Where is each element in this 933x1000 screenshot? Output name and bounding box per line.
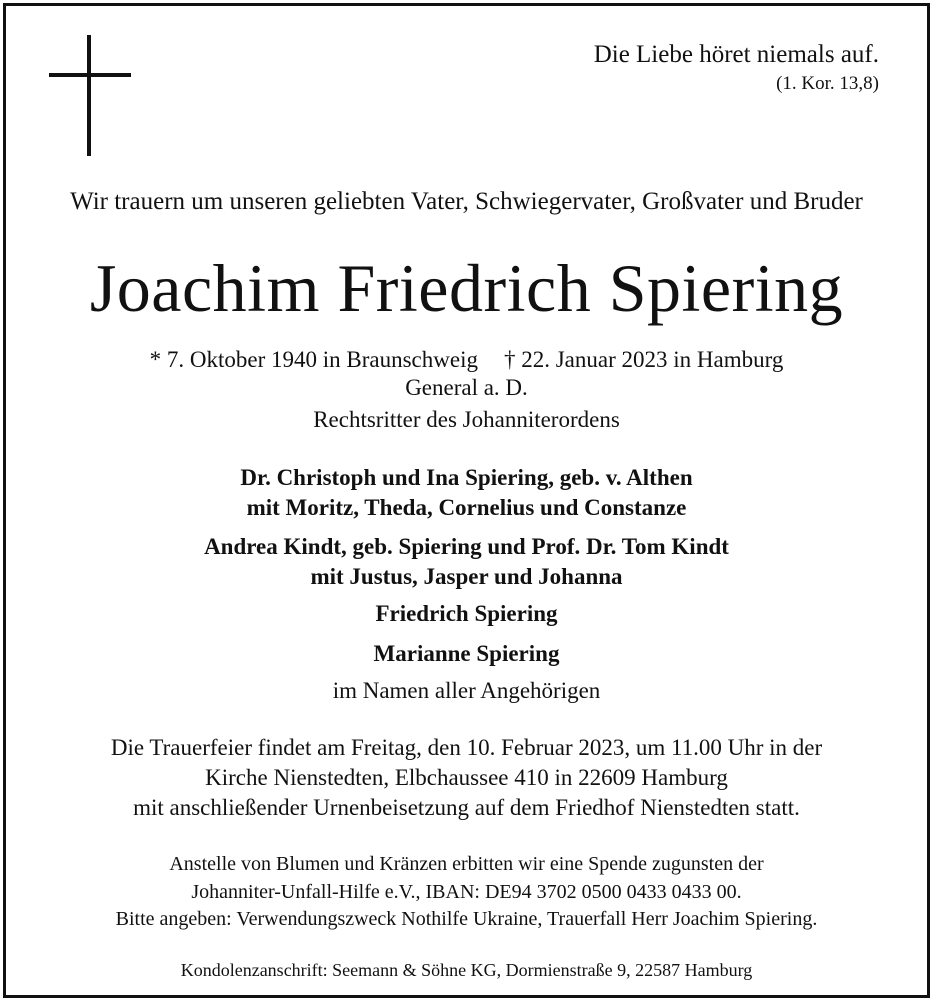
- donation-info-line: Johanniter-Unfall-Hilfe e.V., IBAN: DE94 3702 0500 0433 0433 00.: [191, 881, 742, 903]
- donation-info-line: Bitte angeben: Verwendungszweck Nothilfe Ukraine, Trauerfall Herr Joachim Spiering.: [115, 908, 818, 930]
- bible-quote: [594, 40, 879, 96]
- service-info-line: mit anschließender Urnenbeisetzung auf dem Friedhof Nienstedten statt.: [133, 795, 800, 820]
- family-line: Friedrich Spiering: [375, 601, 558, 626]
- family-line: Marianne Spiering: [373, 641, 560, 666]
- life-dates: [0, 346, 933, 374]
- order-membership: Rechtsritter des Johanniterordens: [313, 407, 620, 432]
- family-line: mit Justus, Jasper und Johanna: [310, 564, 623, 589]
- service-info-line: Kirche Nienstedten, Elbchaussee 410 in 22609 Hamburg: [205, 765, 728, 790]
- quote-text: Die Liebe höret niemals auf.: [593, 41, 879, 68]
- deceased-name: Joachim Friedrich Spiering: [89, 250, 844, 326]
- family-line: Dr. Christoph und Ina Spiering, geb. v. Althen: [240, 465, 693, 490]
- birth-date: * 7. Oktober 1940 in Braunschweig: [149, 347, 478, 372]
- service-info-line: Die Trauerfeier findet am Freitag, den 10. Februar 2023, um 11.00 Uhr in der: [110, 735, 823, 760]
- cross-icon: [49, 35, 131, 156]
- family-line: mit Moritz, Theda, Cornelius und Constanze: [246, 495, 687, 520]
- on-behalf-text: im Namen aller Angehörigen: [332, 678, 601, 703]
- intro-text: Wir trauern um unseren geliebten Vater, Schwiegervater, Großvater und Bruder: [70, 188, 863, 215]
- family-line: Andrea Kindt, geb. Spiering und Prof. Dr. Tom Kindt: [204, 534, 729, 559]
- donation-info-line: Anstelle von Blumen und Kränzen erbitten wir eine Spende zugunsten der: [169, 853, 764, 875]
- condolence-address: Kondolenzanschrift: Seemann & Söhne KG, Dormienstraße 9, 22587 Hamburg: [180, 960, 753, 980]
- death-date: † 22. Januar 2023 in Hamburg: [503, 347, 784, 372]
- military-rank: General a. D.: [405, 375, 528, 400]
- quote-reference: (1. Kor. 13,8): [776, 73, 879, 94]
